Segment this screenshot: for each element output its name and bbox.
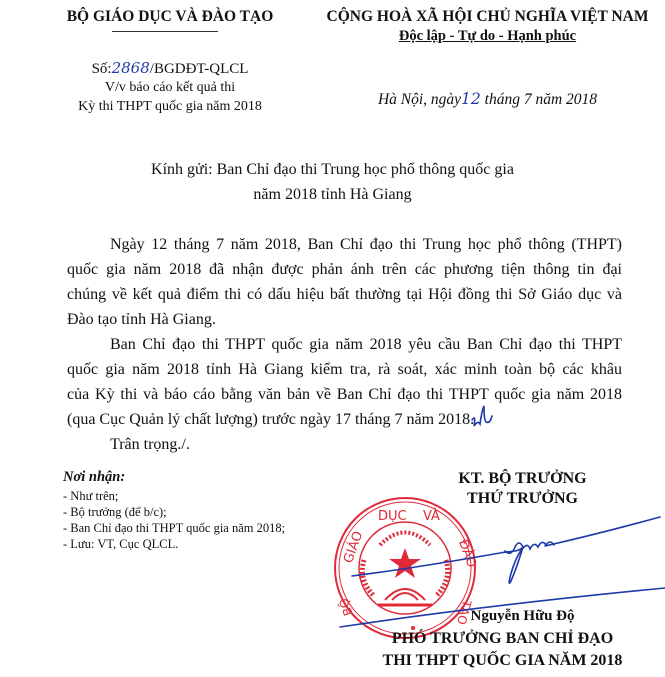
addressee-line-1: Kính gửi: Ban Chỉ đạo thi Trung học phổ thông quốc gia — [151, 161, 514, 178]
svg-text:BỘ: BỘ — [336, 596, 356, 618]
signer-position-line-2: THI THPT QUỐC GIA NĂM 2018 — [382, 652, 623, 669]
recipient-item: - Lưu: VT, Cục QLCL. — [63, 537, 179, 551]
body-p2-line-3: của Kỳ thi và báo cáo bằng văn bản về Ban Chỉ đạo thi THPT quốc gia năm 2018 — [67, 386, 622, 403]
body-p1-line-3: chúng về kết quả điểm thi có dấu hiệu bất thường tại Hội đồng thi Sở Giáo dục và — [67, 286, 622, 303]
motto-text: Độc lập - Tự do - Hạnh phúc — [398, 28, 577, 44]
date-line — [315, 90, 660, 109]
date-day-handwritten: 12 — [461, 90, 481, 108]
doc-number-handwritten: 2868 — [111, 59, 150, 77]
national-motto — [315, 28, 660, 45]
body-p2-line-4: (qua Cục Quản lý chất lượng) trước ngày 17 tháng 7 năm 2018. — [67, 411, 475, 428]
svg-text:GIÁO: GIÁO — [341, 529, 367, 566]
subject-line-1: V/v báo cáo kết quả thi — [104, 80, 236, 95]
recipient-item: - Như trên; — [63, 489, 119, 503]
ministry-underline — [112, 31, 218, 32]
body-p1-line-4: Đào tạo tỉnh Hà Giang. — [67, 311, 216, 328]
body-p2-line-2: quốc gia năm 2018 tỉnh Hà Giang kiểm tra, rà soát, xác minh toàn bộ các khâu — [67, 361, 622, 378]
recipient-item: - Ban Chỉ đạo thi THPT quốc gia năm 2018; — [63, 521, 286, 535]
doc-number-prefix: Số: — [91, 61, 112, 77]
recipient-item: - Bộ trưởng (để b/c); — [63, 505, 167, 519]
signer-position-line-1: PHÓ TRƯỞNG BAN CHỈ ĐẠO — [391, 630, 614, 647]
ministry-name: BỘ GIÁO DỤC VÀ ĐÀO TẠO — [66, 8, 274, 25]
document-number — [40, 59, 300, 78]
svg-text:ĐÀO: ĐÀO — [455, 537, 479, 570]
body-p1-line-1: Ngày 12 tháng 7 năm 2018, Ban Chỉ đạo thi Trung học phổ thông (THPT) — [110, 236, 622, 253]
svg-text:DỤC: DỤC — [378, 509, 407, 524]
body-p2-line-1: Ban Chỉ đạo thi THPT quốc gia năm 2018 yêu cầu Ban Chỉ đạo thi THPT — [110, 336, 622, 353]
svg-text:TẠO: TẠO — [454, 598, 475, 627]
date-prefix: Hà Nội, ngày — [377, 91, 462, 108]
signature-title: THỨ TRƯỞNG — [467, 490, 578, 507]
svg-text:VÀ: VÀ — [423, 509, 440, 524]
body-p1-line-2: quốc gia năm 2018 đã nhận được phản ánh trên các phương tiện thông tin đại — [67, 261, 622, 278]
subject-line-2: Kỳ thi THPT quốc gia năm 2018 — [78, 99, 262, 114]
doc-number-suffix: /BGDĐT-QLCL — [149, 61, 249, 77]
closing: Trân trọng./. — [110, 436, 190, 453]
republic-name: CỘNG HOÀ XÃ HỘI CHỦ NGHĨA VIỆT NAM — [326, 8, 649, 25]
addressee-line-2: năm 2018 tỉnh Hà Giang — [253, 186, 412, 203]
signature-on-behalf: KT. BỘ TRƯỞNG — [458, 470, 587, 487]
date-suffix: tháng 7 năm 2018 — [480, 91, 598, 108]
signer-name: Nguyễn Hữu Độ — [470, 608, 575, 624]
recipients-title: Nơi nhận: — [63, 469, 126, 485]
